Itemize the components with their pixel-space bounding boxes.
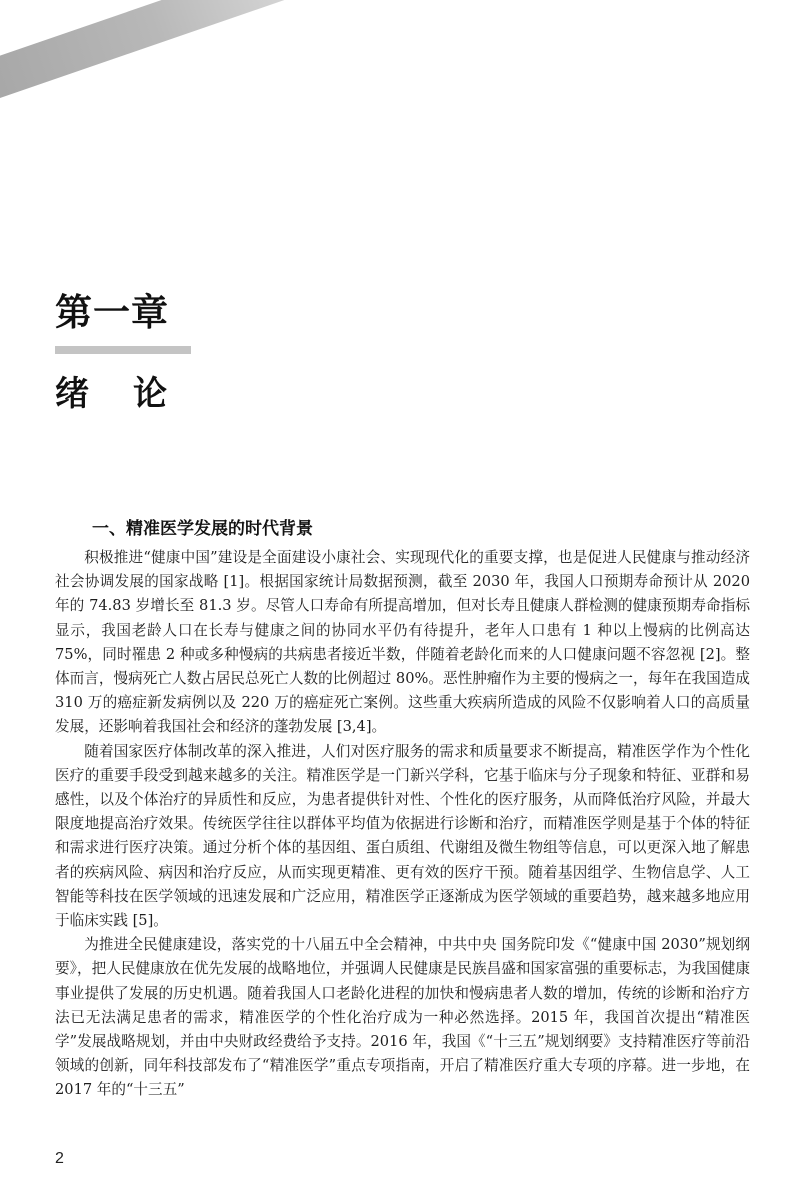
chapter-divider	[55, 346, 191, 354]
chapter-subtitle: 绪论	[55, 374, 211, 414]
paragraph: 为推进全民健康建设，落实党的十八届五中全会精神，中共中央 国务院印发《“健康中国 2030”规划纲要》，把人民健康放在优先发展的战略地位，并强调人民健康是民族昌盛和国家富强的重要标志，为我国健康事业提供了发展的历史机遇。随着我国人口老龄化进程的加快和慢病患者人数的增加，传统的诊断和治疗方法已无法满足患者的需求，精准医学的个性化治疗成为一种必然选择。2015 年，我国首次提出“精准医学”发展战略规划，并由中央财政经费给予支持。2016 年，我国《“十三五”规划纲要》支持精准医疗等前沿领域的创新，同年科技部发布了“精准医学”重点专项指南，开启了精准医疗重大专项的序幕。进一步地，在 2017 年的“十三五”	[55, 936, 750, 1099]
paragraph: 积极推进“健康中国”建设是全面建设小康社会、实现现代化的重要支撑，也是促进人民健康与推动经济社会协调发展的国家战略 [1]。根据国家统计局数据预测，截至 2030 年，我国人口预期寿命预计从 2020 年的 74.83 岁增长至 81.3 岁。尽管人口寿命有所提高增加，但对长寿且健康人群检测的健康预期寿命指标显示，我国老龄人口在长寿与健康之间的协同水平仍有待提升，老年人口患有 1 种以上慢病的比例高达 75%，同时罹患 2 种或多种慢病的共病患者接近半数，伴随着老龄化而来的人口健康问题不容忽视 [2]。整体而言，慢病死亡人数占居民总死亡人数的比例超过 80%。恶性肿瘤作为主要的慢病之一，每年在我国造成 310 万的癌症新发病例以及 220 万的癌症死亡案例。这些重大疾病所造成的风险不仅影响着人口的高质量发展，还影响着我国社会和经济的蓬勃发展 [3,4]。	[55, 549, 750, 736]
paragraph: 随着国家医疗体制改革的深入推进，人们对医疗服务的需求和质量要求不断提高，精准医学作为个性化医疗的重要手段受到越来越多的关注。精准医学是一门新兴学科，它基于临床与分子现象和特征、亚群和易感性，以及个体治疗的异质性和反应，为患者提供针对性、个性化的医疗服务，从而降低治疗风险，并最大限度地提高治疗效果。传统医学往往以群体平均值为依据进行诊断和治疗，而精准医学则是基于个体的特征和需求进行医疗决策。通过分析个体的基因组、蛋白质组、代谢组及微生物组等信息，可以更深入地了解患者的疾病风险、病因和治疗反应，从而实现更精准、更有效的医疗干预。随着基因组学、生物信息学、人工智能等科技在医学领域的迅速发展和广泛应用，精准医学正逐渐成为医学领域的重要趋势，越来越多地应用于临床实践 [5]。	[55, 742, 750, 930]
body-text	[55, 546, 750, 1103]
page-number: 2	[55, 1150, 64, 1167]
chapter-title: 第一章	[55, 291, 169, 334]
section-heading: 一、精准医学发展的时代背景	[92, 519, 313, 539]
diagonal-gray-band	[0, 0, 453, 144]
decorative-header-stripe	[0, 0, 800, 240]
